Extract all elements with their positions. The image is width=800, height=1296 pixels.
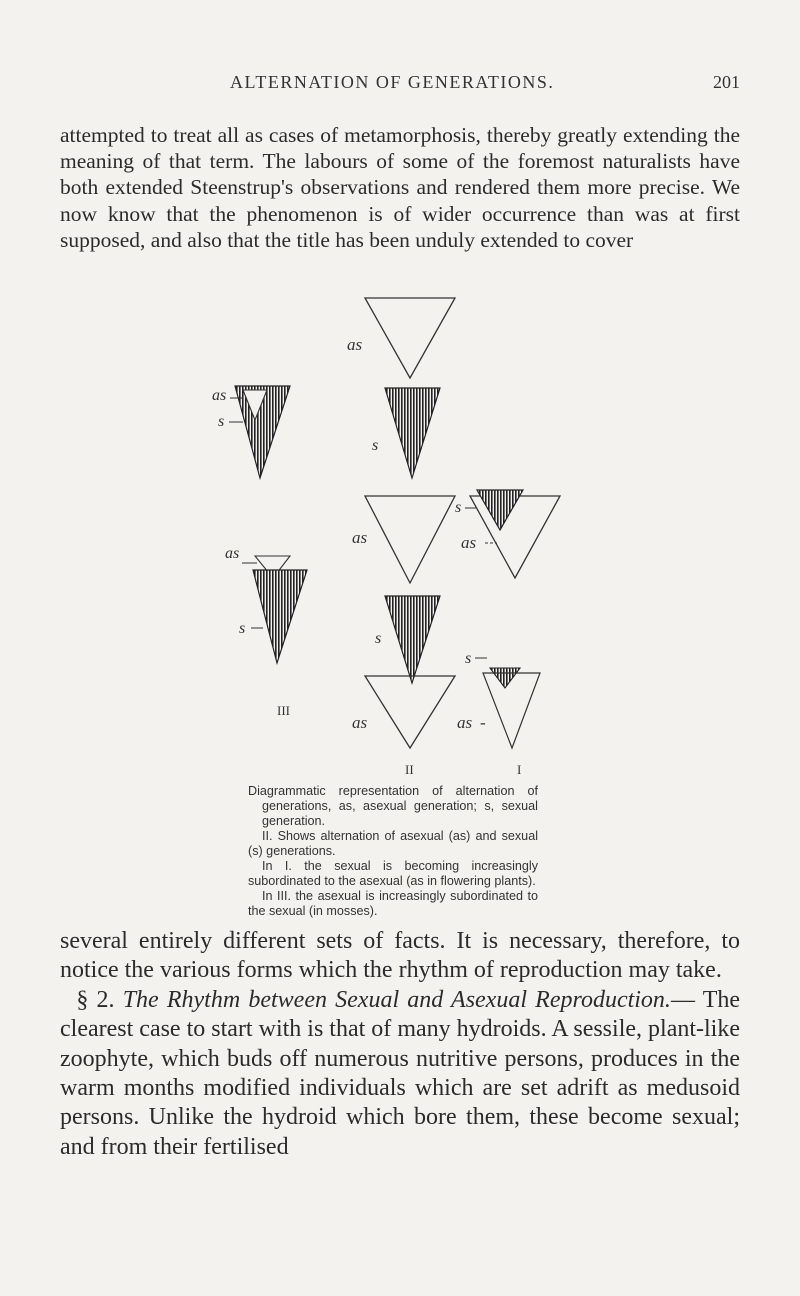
sexual-triangle-II-2 [385,596,440,683]
label-as: as [461,533,477,552]
label-s: s [218,413,225,430]
figure-caption [248,784,538,919]
paragraph-bottom-text: several entirely different sets of facts. It is necessary, therefore, to notice the various forms which the rhythm of reproduction may take. [60,928,740,984]
asexual-triangle-II-bottom [365,676,455,748]
section-title: The Rhythm between Sexual and Asexual Reproduction. [122,986,671,1013]
label-s: s [455,499,462,516]
section-dash: — [670,986,695,1013]
label-col-III: III [277,703,290,718]
paragraph-top: attempted to treat all as cases of metamorphosis, thereby greatly extending the meaning of that term. The labours of some of the foremost naturalists have both extended Steenstrup's observations and rendered them more precise. We now know that the phenomenon is of wider occurrence than was at first supposed, and also that the title has been unduly extended to cover [60,123,740,252]
caption-line-3: In I. the sexual is becoming increasingly subordinated to the asexual (as in flowering plants). [248,859,538,888]
asexual-triangle-I-mid [470,496,560,578]
label-as: as [212,387,227,404]
caption-line-2: II. Shows alternation of asexual (as) and sexual (s) generations. [248,829,538,858]
sexual-triangle-II-1 [385,388,440,478]
label-s: s [239,620,246,637]
page-header [60,72,740,102]
label-s: s [372,437,379,454]
label-as: as [457,713,473,732]
label-s: s [375,630,382,647]
caption-line-1: Diagrammatic representation of alternation of generations, as, asexual generation; s, sexual generation. [248,784,538,828]
asexual-triangle-II-mid [365,496,455,583]
label-as: as [347,335,363,354]
sexual-triangle-I-mid [477,490,523,530]
label-as: as [352,713,368,732]
paragraph-bottom [60,927,740,1162]
label-as: as [352,528,368,547]
label-dash: - [480,713,486,732]
label-col-I: I [517,762,522,777]
section-text: The clearest case to start with is that of many hydroids. A sessile, plant-like zoophyte, which buds off numerous nutritive persons, produces in the warm months modified individuals which are set adrift as medusoid persons. Unlike the hydroid which bore them, these become sexual; and from their fertilised [60,986,740,1160]
page-number: 201 [713,72,740,92]
sexual-triangle-III-2 [253,570,307,663]
section-mark: § 2. [76,986,115,1013]
asexual-triangle-II-top [365,298,455,378]
label-as: as [225,545,240,562]
diagram-svg [212,278,595,778]
label-col-II: II [405,762,414,777]
running-head: ALTERNATION OF GENERATIONS. [230,72,555,92]
label-s: s [465,650,472,667]
asexual-triangle-I-bottom [483,673,540,748]
alternation-diagram [212,278,595,778]
sexual-triangle-I-bottom [490,668,520,688]
caption-line-4: In III. the asexual is increasingly subordinated to the sexual (in mosses). [248,889,538,918]
